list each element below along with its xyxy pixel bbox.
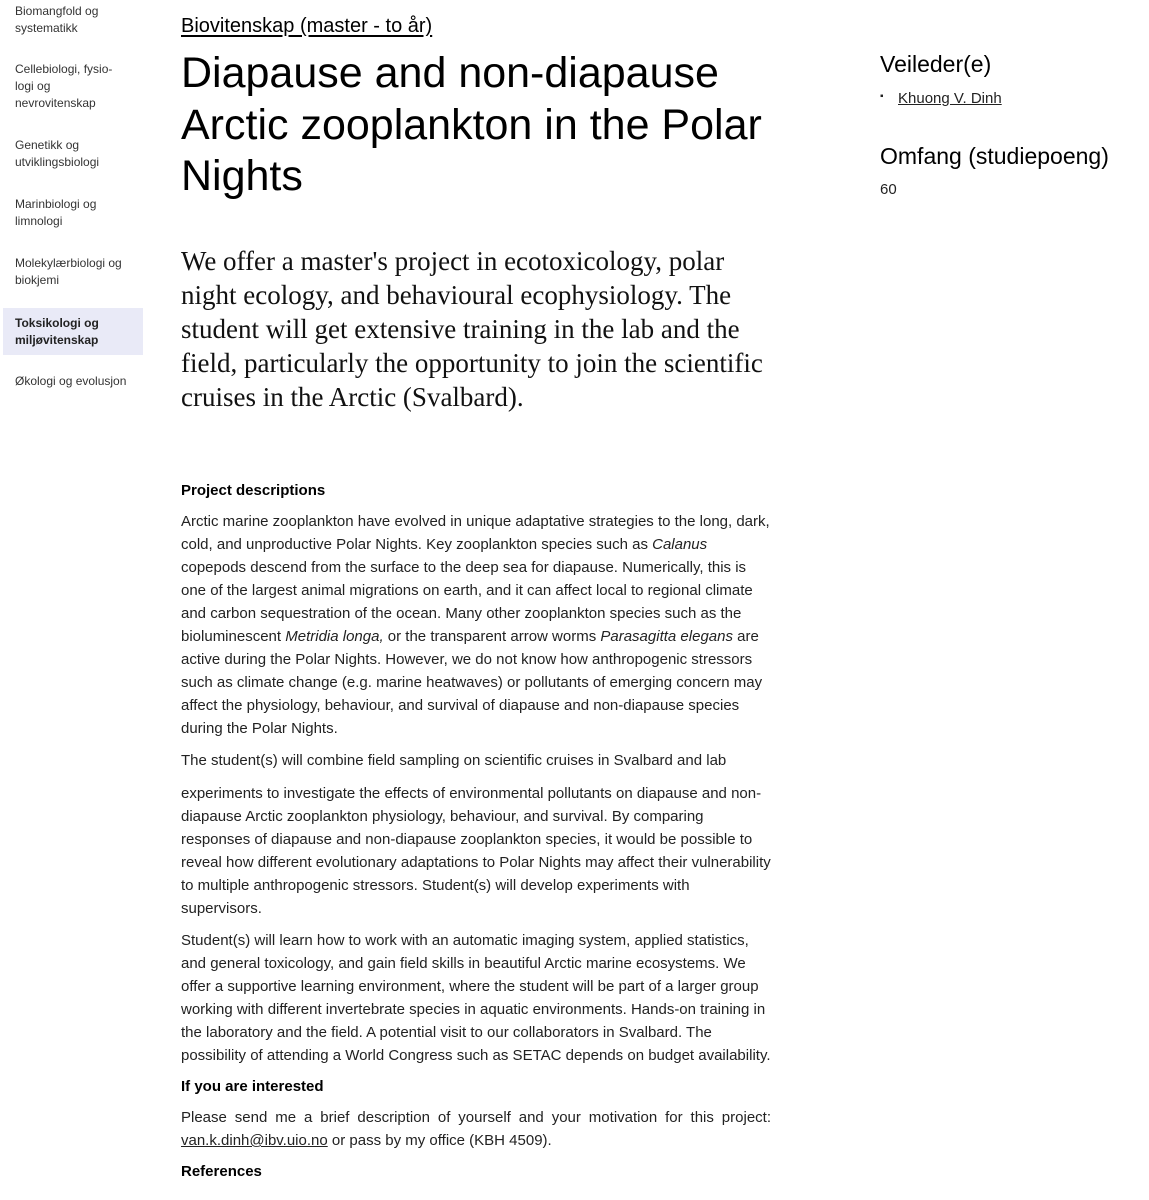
project-content <box>181 480 771 1191</box>
supervisor-item <box>880 89 1140 109</box>
references-heading: References <box>181 1163 262 1180</box>
species-metridia: Metridia longa, <box>285 628 384 645</box>
sidebar-item-molekylaerbiologi[interactable]: Molekylærbiologi og biokjemi <box>15 256 122 287</box>
text-segment: or the transparent arrow worms <box>383 628 601 645</box>
text-segment: copepods descend from the surface to the deep sea for diapause. Numerically, this is one of the largest animal migrations on earth, and it can affect local to regional climate and carbon sequestration of the ocean. Many other zooplankton species such as the bioluminescent <box>181 559 753 645</box>
text-segment: or pass by my office (KBH 4509). <box>327 1132 552 1149</box>
species-parasagitta: Parasagitta elegans <box>600 628 733 645</box>
supervisor-link[interactable]: Khuong V. Dinh <box>898 90 1002 107</box>
credits-value: 60 <box>880 181 897 198</box>
project-facts <box>880 50 1140 200</box>
sidebar-item-cellebiologi[interactable]: Cellebiologi, fysio-logi og nevrovitenskap <box>15 62 113 110</box>
supervisor-heading: Veileder(e) <box>880 51 992 77</box>
sidebar-item-toksikologi[interactable]: Toksikologi og miljøvitenskap <box>3 308 143 355</box>
description-paragraph-3: experiments to investigate the effects of environmental pollutants on diapause and non-diapause Arctic zooplankton physiology, behaviour, and survival. By comparing responses of diapause and non-diapause zooplankton species, it would be possible to reveal how different evolutionary adaptations to Polar Nights may affect their vulnerability to multiple anthropogenic stressors. Student(s) will develop experiments with supervisors. <box>181 785 771 917</box>
interest-heading: If you are interested <box>181 1078 324 1095</box>
breadcrumb-program-link[interactable]: Biovitenskap (master - to år) <box>181 15 433 37</box>
contact-paragraph <box>181 1106 771 1152</box>
sidebar-item-marinbiologi[interactable]: Marinbiologi og limnologi <box>15 197 97 228</box>
text-segment: Please send me a brief description of yourself and your motivation for this project: <box>181 1109 771 1126</box>
sidebar-item-biomangfold[interactable]: Biomangfold og systematikk <box>15 4 99 35</box>
species-calanus: Calanus <box>652 536 708 553</box>
project-descriptions-heading: Project descriptions <box>181 482 326 499</box>
supervisor-list <box>880 89 1140 109</box>
text-segment: are active during the Polar Nights. However, we do not know how anthropogenic stressors such as climate change (e.g. marine heatwaves) or pollutants of emerging concern may affect the physiology, behaviour, and survival of diapause and non-diapause species during the Polar Nights. <box>181 628 763 737</box>
page-title: Diapause and non-diapause Arctic zooplankton in the Polar Nights <box>181 49 762 200</box>
description-paragraph-2: The student(s) will combine field sampling on scientific cruises in Svalbard and lab <box>181 752 727 769</box>
credits-heading: Omfang (studiepoeng) <box>880 143 1109 169</box>
email-link[interactable]: van.k.dinh@ibv.uio.no <box>181 1132 328 1149</box>
sidebar-item-genetikk[interactable]: Genetikk og utviklingsbiologi <box>15 138 100 169</box>
sidebar-item-okologi[interactable]: Økologi og evolusjon <box>15 374 127 388</box>
description-paragraph-4: Student(s) will learn how to work with an automatic imaging system, applied statistics, and general toxicology, and gain field skills in beautiful Arctic marine ecosystems. We offer a supportive learning environment, where the student will be part of a larger group working with different invertebrate species in aquatic environments. Hands-on training in the laboratory and the field. A potential visit to our collaborators in Svalbard. The possibility of attending a World Congress such as SETAC depends on budget availability. <box>181 932 771 1064</box>
lead-paragraph: We offer a master's project in ecotoxicology, polar night ecology, and behavioural ecophysiology. The student will get extensive training in the lab and the field, particularly the opportunity to join the scientific cruises in the Arctic (Svalbard). <box>181 246 763 412</box>
text-segment: Arctic marine zooplankton have evolved in unique adaptative strategies to the long, dark, cold, and unproductive Polar Nights. Key zooplankton species such as <box>181 513 770 553</box>
description-paragraph-1 <box>181 510 771 740</box>
